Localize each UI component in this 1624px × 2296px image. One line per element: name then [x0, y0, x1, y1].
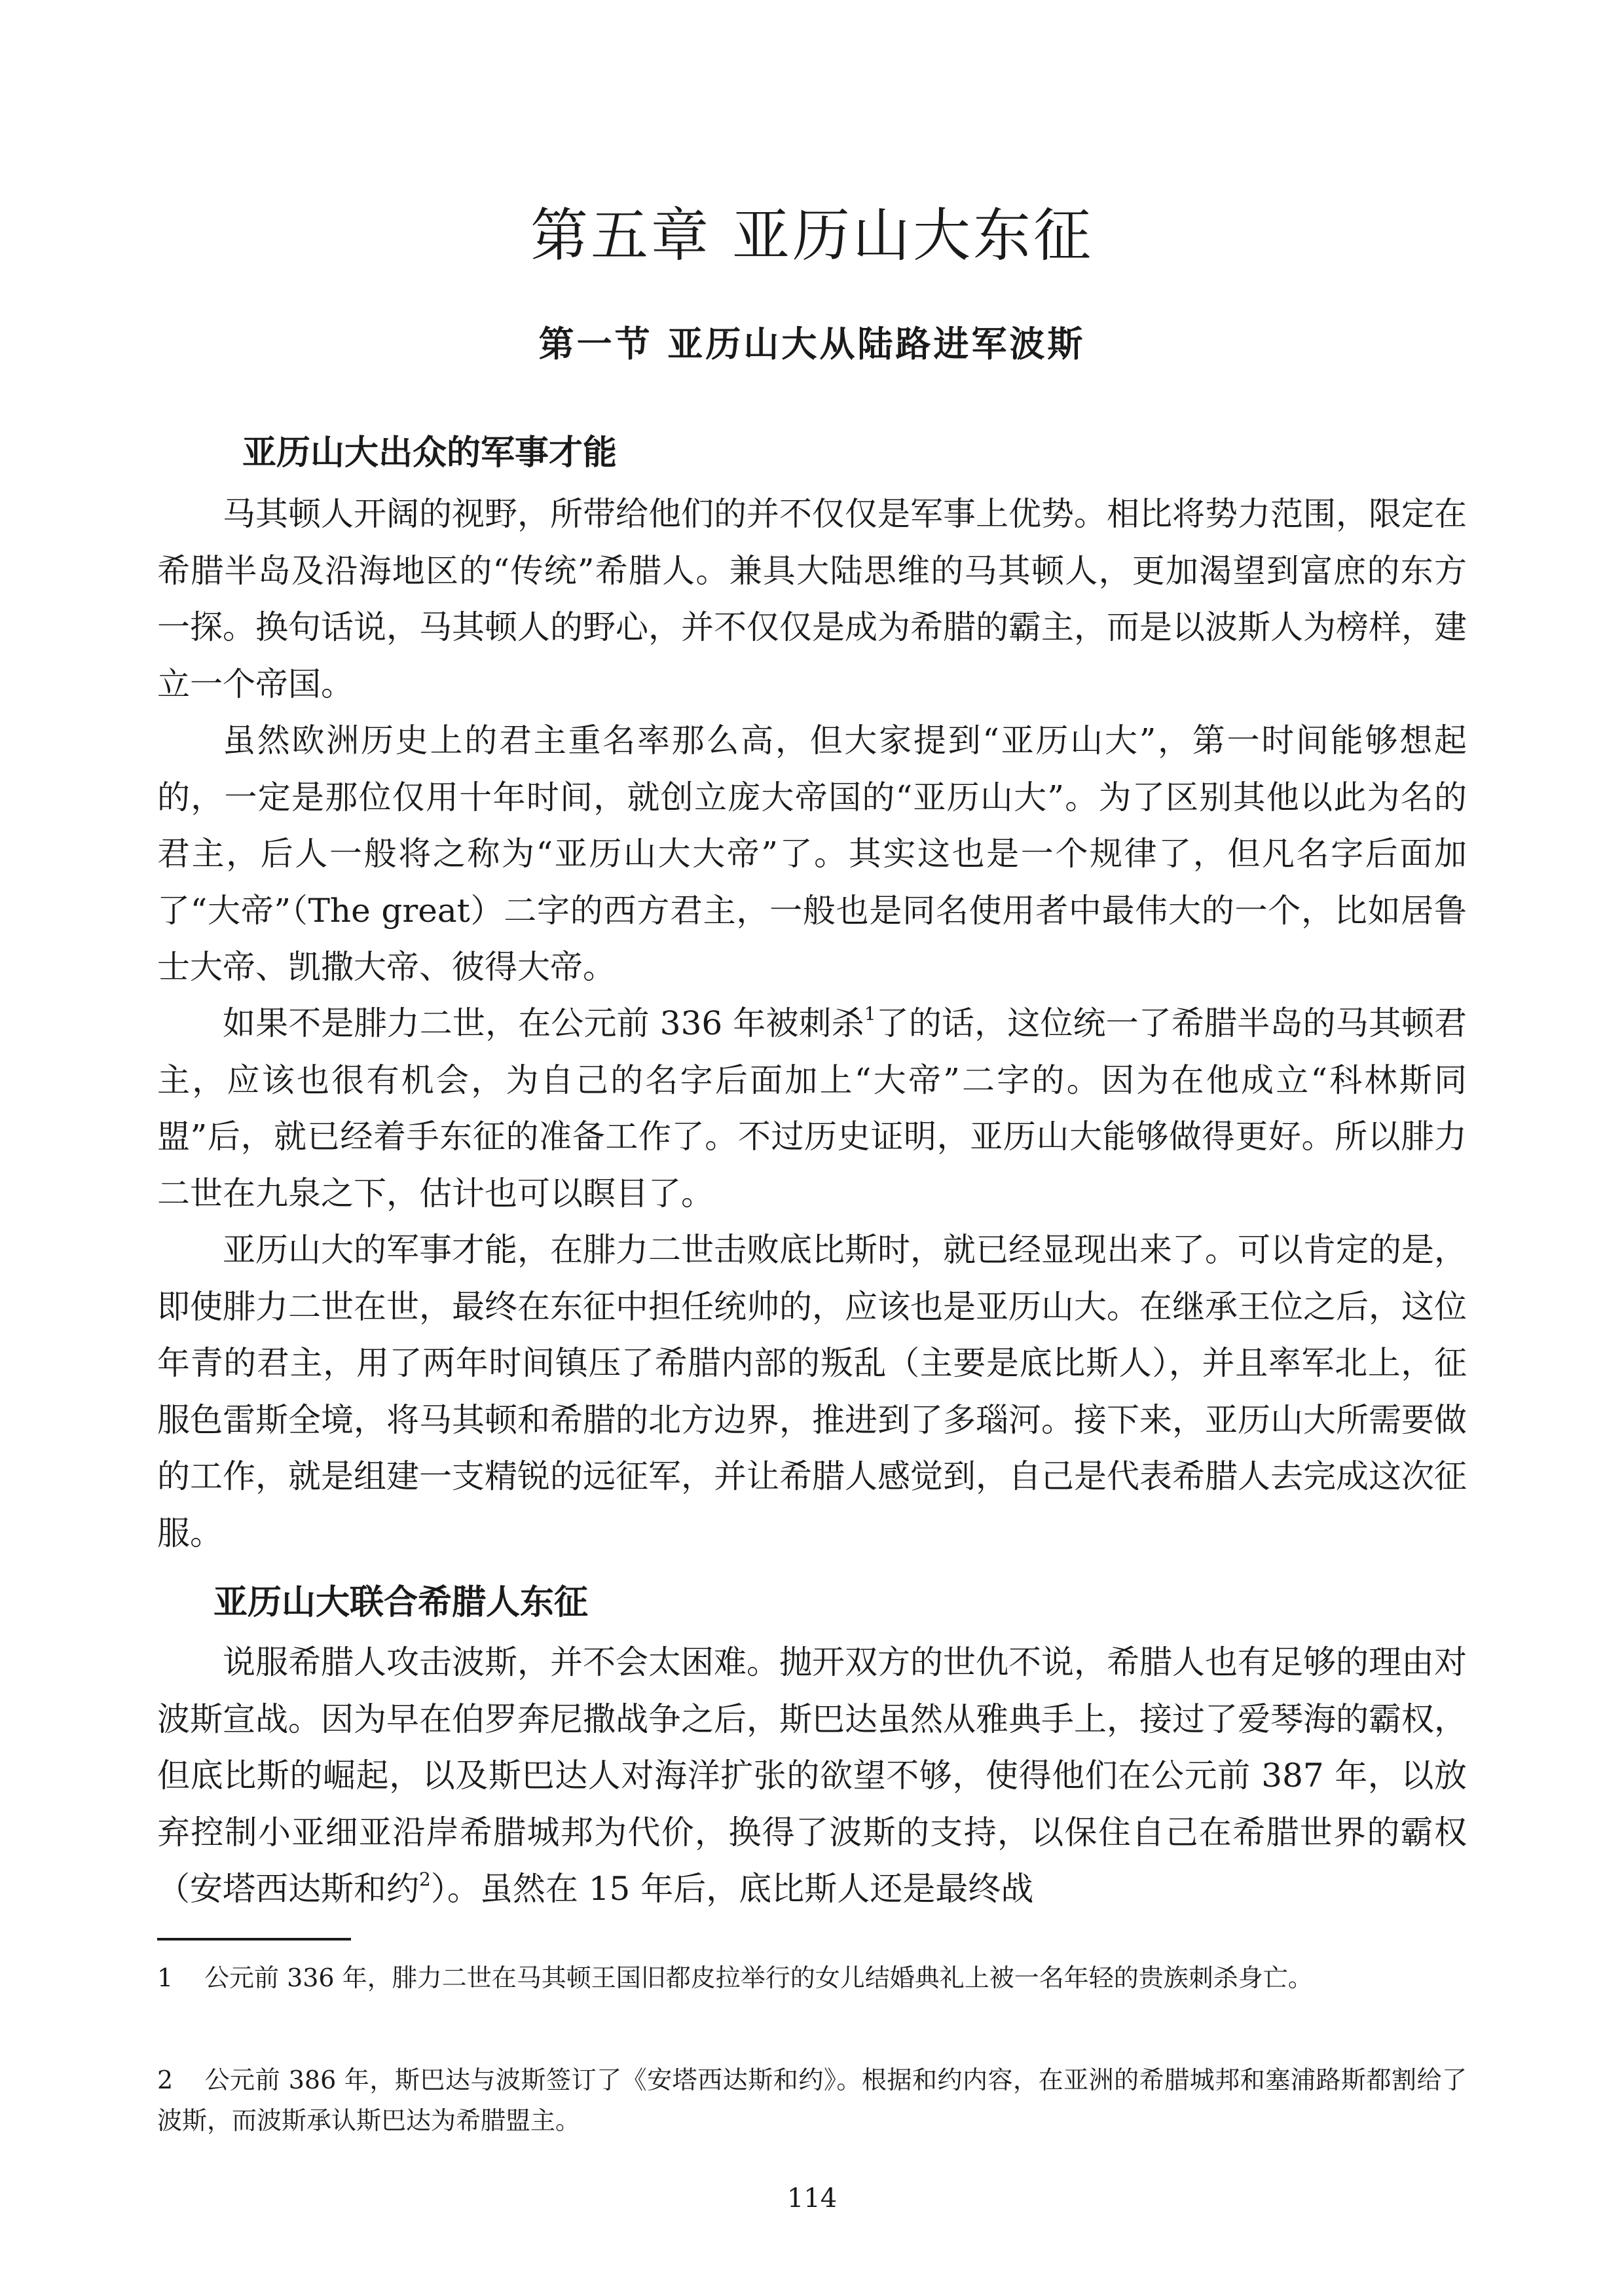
paragraph-military-talent: 亚历山大的军事才能，在腓力二世击败底比斯时，就已经显现出来了。可以肯定的是，即使腓力二世在世，最终在东征中担任统帅的，应该也是亚历山大。在继承王位之后，这位年青的君主，用了两年时间镇压了希腊内部的叛乱（主要是底比斯人），并且率军北上，征服色雷斯全境，将马其顿和希腊的北方边界，推进到了多瑙河。接下来，亚历山大所需要做的工作，就是组建一支精锐的远征军，并让希腊人感觉到，自己是代表希腊人去完成这次征服。	[157, 1231, 1467, 1552]
footnote-reference-2[interactable]: 2	[419, 1868, 431, 1890]
paragraph-persuading-greeks	[157, 1634, 1467, 1918]
paragraph-alexander-the-great-name: 虽然欧洲历史上的君主重名率那么高，但大家提到“亚历山大”，第一时间能够想起的，一定是那位仅用十年时间，就创立庞大帝国的“亚历山大”。为了区别其他以此为名的君主，后人一般将之称为“亚历山大大帝”了。其实这也是一个规律了，但凡名字后面加了“大帝”（The great）二字的西方君主，一般也是同名使用者中最伟大的一个，比如居鲁士大帝、凯撒大帝、彼得大帝。	[157, 721, 1467, 986]
footnote-1	[157, 1958, 1467, 1998]
footnote-2-number: 2	[157, 2066, 174, 2094]
footnote-2	[157, 2060, 1467, 2141]
footnote-reference-1[interactable]: 1	[864, 1003, 876, 1025]
subsection-heading-military-talent: 亚历山大出众的军事才能	[242, 433, 618, 473]
footnote-1-number: 1	[157, 1963, 174, 1992]
subsection-heading-greek-alliance: 亚历山大联合希腊人东征	[213, 1583, 589, 1622]
footnote-1-text: 公元前 336 年，腓力二世在马其顿王国旧都皮拉举行的女儿结婚典礼上被一名年轻的贵族刺杀身亡。	[204, 1963, 1313, 1992]
paragraph-persuading-greeks-text-a: 说服希腊人攻击波斯，并不会太困难。抛开双方的世仇不说，希腊人也有足够的理由对波斯宣战。因为早在伯罗奔尼撒战争之后，斯巴达虽然从雅典手上，接过了爱琴海的霸权，但底比斯的崛起，以及斯巴达人对海洋扩张的欲望不够，使得他们在公元前 387 年，以放弃控制小亚细亚沿岸希腊城邦为代价，换得了波斯的支持，以保住自己在希腊世界的霸权（安塔西达斯和约	[157, 1643, 1467, 1908]
paragraph-philip-ii-text-a: 如果不是腓力二世，在公元前 336 年被刺杀	[223, 1004, 864, 1042]
page-number: 114	[786, 2183, 838, 2214]
paragraph-persuading-greeks-text-b: ）。虽然在 15 年后，底比斯人还是最终战	[430, 1870, 1034, 1908]
paragraph-philip-ii-text-b: 了的话，这位统一了希腊半岛的马其顿君主，应该也很有机会，为自己的名字后面加上“大帝”二字的。因为在他成立“科林斯同盟”后，就已经着手东征的准备工作了。不过历史证明，亚历山大能够做得更好。所以腓力二世在九泉之下，估计也可以瞑目了。	[157, 1004, 1467, 1212]
paragraph-macedonian-vision: 马其顿人开阔的视野，所带给他们的并不仅仅是军事上优势。相比将势力范围，限定在希腊半岛及沿海地区的“传统”希腊人。兼具大陆思维的马其顿人，更加渴望到富庶的东方一探。换句话说，马其顿人的野心，并不仅仅是成为希腊的霸主，而是以波斯人为榜样，建立一个帝国。	[157, 495, 1467, 703]
section-title: 第一节 亚历山大从陆路进军波斯	[538, 323, 1086, 365]
footnote-divider	[157, 1938, 351, 1941]
paragraph-philip-ii	[157, 995, 1467, 1222]
chapter-title: 第五章 亚历山大东征	[530, 202, 1094, 269]
footnote-2-text: 公元前 386 年，斯巴达与波斯签订了《安塔西达斯和约》。根据和约内容，在亚洲的希腊城邦和塞浦路斯都割给了波斯，而波斯承认斯巴达为希腊盟主。	[157, 2066, 1467, 2135]
